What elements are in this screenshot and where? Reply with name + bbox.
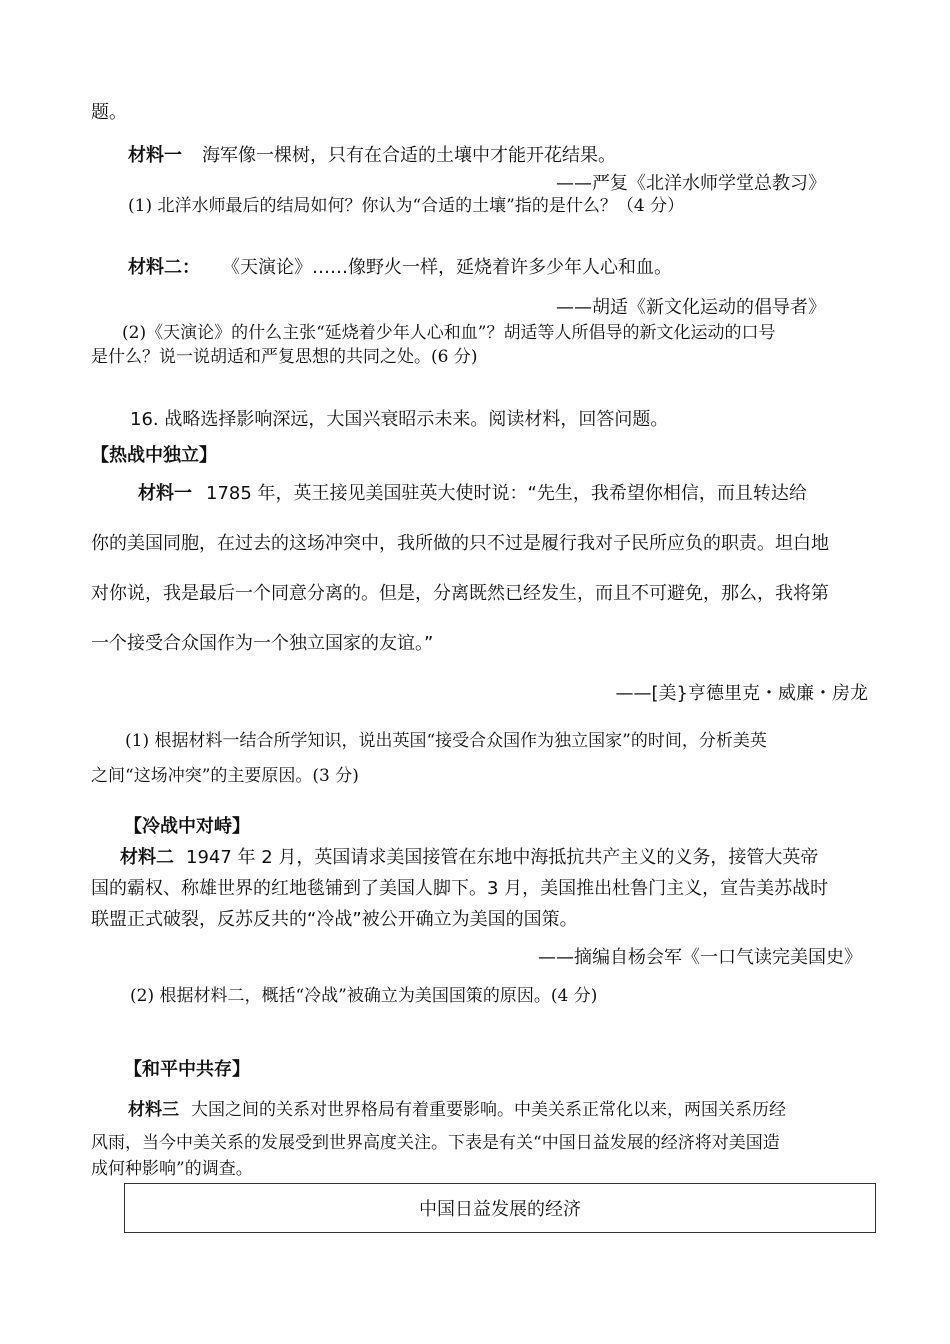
material-1-source: ——严复《北洋水师学堂总教习》 — [556, 173, 826, 194]
section-1-material-line2: 你的美国同胞，在过去的这场冲突中，我所做的只不过是履行我对子民所应负的职责。坦白地 — [91, 533, 829, 554]
section-3-material-line1: 材料三 大国之间的关系对世界格局有着重要影响。中美关系正常化以来，两国关系历经 — [128, 1100, 786, 1120]
material-2-source: ——胡适《新文化运动的倡导者》 — [556, 297, 826, 318]
section-2-source: ——摘编自杨会军《一口气读完美国史》 — [538, 947, 862, 968]
section-2-material-line2: 国的霸权、称雄世界的红地毯铺到了美国人脚下。3 月，美国推出杜鲁门主义，宣告美苏战时 — [91, 878, 829, 899]
q15-material-2 — [128, 256, 672, 280]
material-2-label: 材料二： — [128, 257, 200, 278]
q15-question-2-line2: 是什么？说一说胡适和严复思想的共同之处。(6 分) — [91, 347, 478, 367]
material-2-text: 《天演论》……像野火一样，延烧着许多少年人心和血。 — [222, 257, 672, 278]
section-1-material-line4: 一个接受合众国作为一个独立国家的友谊。” — [91, 633, 434, 654]
section-3-material-line2: 风雨，当今中美关系的发展受到世界高度关注。下表是有关“中国日益发展的经济将对美国造 — [91, 1133, 780, 1153]
q16-intro: 16. 战略选择影响深远，大国兴衰昭示未来。阅读材料，回答问题。 — [130, 409, 669, 430]
q15-question-2-line1: (2)《天演论》的什么主张“延烧着少年人心和血”？胡适等人所倡导的新文化运动的口号 — [122, 323, 776, 343]
q15-lead-end: 题。 — [91, 102, 127, 123]
section-1-question-line2: 之间“这场冲突”的主要原因。(3 分) — [91, 766, 359, 786]
section-3-title: 【和平中共存】 — [124, 1059, 250, 1080]
section-3-material-line3: 成何种影响”的调查。 — [91, 1159, 253, 1179]
survey-table — [124, 1183, 876, 1233]
section-2-question: (2) 根据材料二，概括“冷战”被确立为美国国策的原因。(4 分) — [130, 986, 598, 1006]
section-2-title: 【冷战中对峙】 — [124, 816, 250, 837]
section-1-material-label: 材料一 — [138, 483, 192, 504]
section-1-source: ——[美}亨德里克・威廉・房龙 — [615, 683, 868, 704]
material-1-label: 材料一 — [128, 145, 182, 166]
q15-question-1: (1) 北洋水师最后的结局如何？你认为“合适的土壤”指的是什么？（4 分） — [128, 196, 685, 216]
section-1-question-line1: (1) 根据材料一结合所学知识，说出英国“接受合众国作为独立国家”的时间，分析美英 — [125, 731, 767, 751]
section-2-material-label: 材料二 — [120, 847, 174, 868]
section-3-material-label: 材料三 — [128, 1100, 179, 1120]
material-1-text: 海军像一棵树，只有在合适的土壤中才能开花结果。 — [202, 145, 616, 166]
section-1-material-line3: 对你说，我是最后一个同意分离的。但是，分离既然已经发生，而且不可避免，那么，我将第 — [91, 583, 829, 604]
survey-table-header: 中国日益发展的经济 — [419, 1199, 581, 1220]
section-1-title: 【热战中独立】 — [91, 445, 217, 466]
q15-material-1 — [128, 144, 616, 168]
section-2-material-line3: 联盟正式破裂，反苏反共的“冷战”被公开确立为美国的国策。 — [91, 909, 578, 930]
section-1-material-line1: 材料一 1785 年，英王接见美国驻英大使时说：“先生，我希望你相信，而且转达给 — [138, 483, 807, 504]
section-2-material-line1: 材料二 1947 年 2 月，英国请求美国接管在东地中海抵抗共产主义的义务，接管大英帝 — [120, 847, 819, 868]
